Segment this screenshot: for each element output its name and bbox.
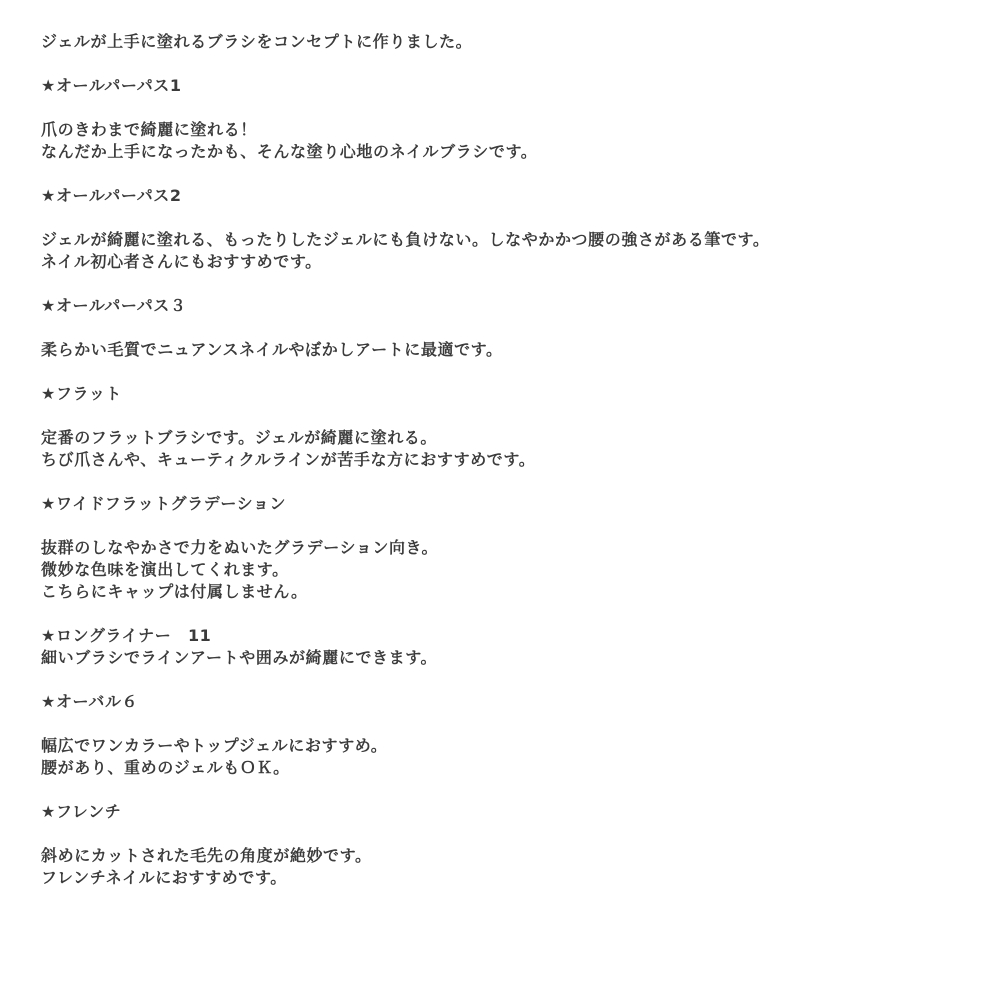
section-text: 定番のフラットブラシです。ジェルが綺麗に塗れる。 — [41, 428, 438, 447]
section-text: なんだか上手になったかも、そんな塗り心地のネイルブラシです。 — [41, 142, 538, 161]
section-heading-oval: ★オーバル６ — [41, 692, 139, 711]
spacer — [41, 273, 971, 295]
spacer — [41, 779, 971, 801]
section-text: ちび爪さんや、キューティクルラインが苦手な方におすすめです。 — [41, 450, 536, 469]
section-heading-all-purpose-3: ★オールパーパス３ — [41, 296, 187, 315]
spacer — [41, 823, 971, 845]
spacer — [41, 361, 971, 383]
section-heading-all-purpose-2: ★オールパーパス2 — [41, 186, 182, 205]
section-text: ジェルが綺麗に塗れる、もったりしたジェルにも負けない。しなやかかつ腰の強さがある筆です。 — [41, 230, 770, 249]
section-heading-long-liner: ★ロングライナー 11 — [41, 626, 212, 645]
section-text: こちらにキャップは付属しません。 — [41, 582, 308, 601]
section-text: 斜めにカットされた毛先の角度が絶妙です。 — [41, 846, 372, 865]
spacer — [41, 317, 971, 339]
spacer — [41, 603, 971, 625]
spacer — [41, 207, 971, 229]
section-heading-flat: ★フラット — [41, 384, 123, 403]
spacer — [41, 471, 971, 493]
section-text: 爪のきわまで綺麗に塗れる！ — [41, 120, 257, 139]
section-text: 細いブラシでラインアートや囲みが綺麗にできます。 — [41, 648, 438, 667]
section-text: ネイル初心者さんにもおすすめです。 — [41, 252, 322, 271]
intro-text: ジェルが上手に塗れるブラシをコンセプトに作りました。 — [41, 32, 473, 51]
spacer — [41, 405, 971, 427]
section-text: フレンチネイルにおすすめです。 — [41, 868, 287, 887]
section-text: 腰があり、重めのジェルもＯＫ。 — [41, 758, 290, 777]
product-description — [41, 31, 971, 889]
section-heading-all-purpose-1: ★オールパーパス1 — [41, 76, 182, 95]
spacer — [41, 669, 971, 691]
spacer — [41, 163, 971, 185]
spacer — [41, 97, 971, 119]
spacer — [41, 713, 971, 735]
section-text: 微妙な色味を演出してくれます。 — [41, 560, 289, 579]
section-heading-french: ★フレンチ — [41, 802, 122, 821]
spacer — [41, 515, 971, 537]
section-text: 抜群のしなやかさで力をぬいたグラデーション向き。 — [41, 538, 439, 557]
spacer — [41, 53, 971, 75]
section-heading-wide-flat-gradation: ★ワイドフラットグラデーション — [41, 494, 287, 513]
section-text: 幅広でワンカラーやトップジェルにおすすめ。 — [41, 736, 388, 755]
section-text: 柔らかい毛質でニュアンスネイルやぼかしアートに最適です。 — [41, 340, 503, 359]
